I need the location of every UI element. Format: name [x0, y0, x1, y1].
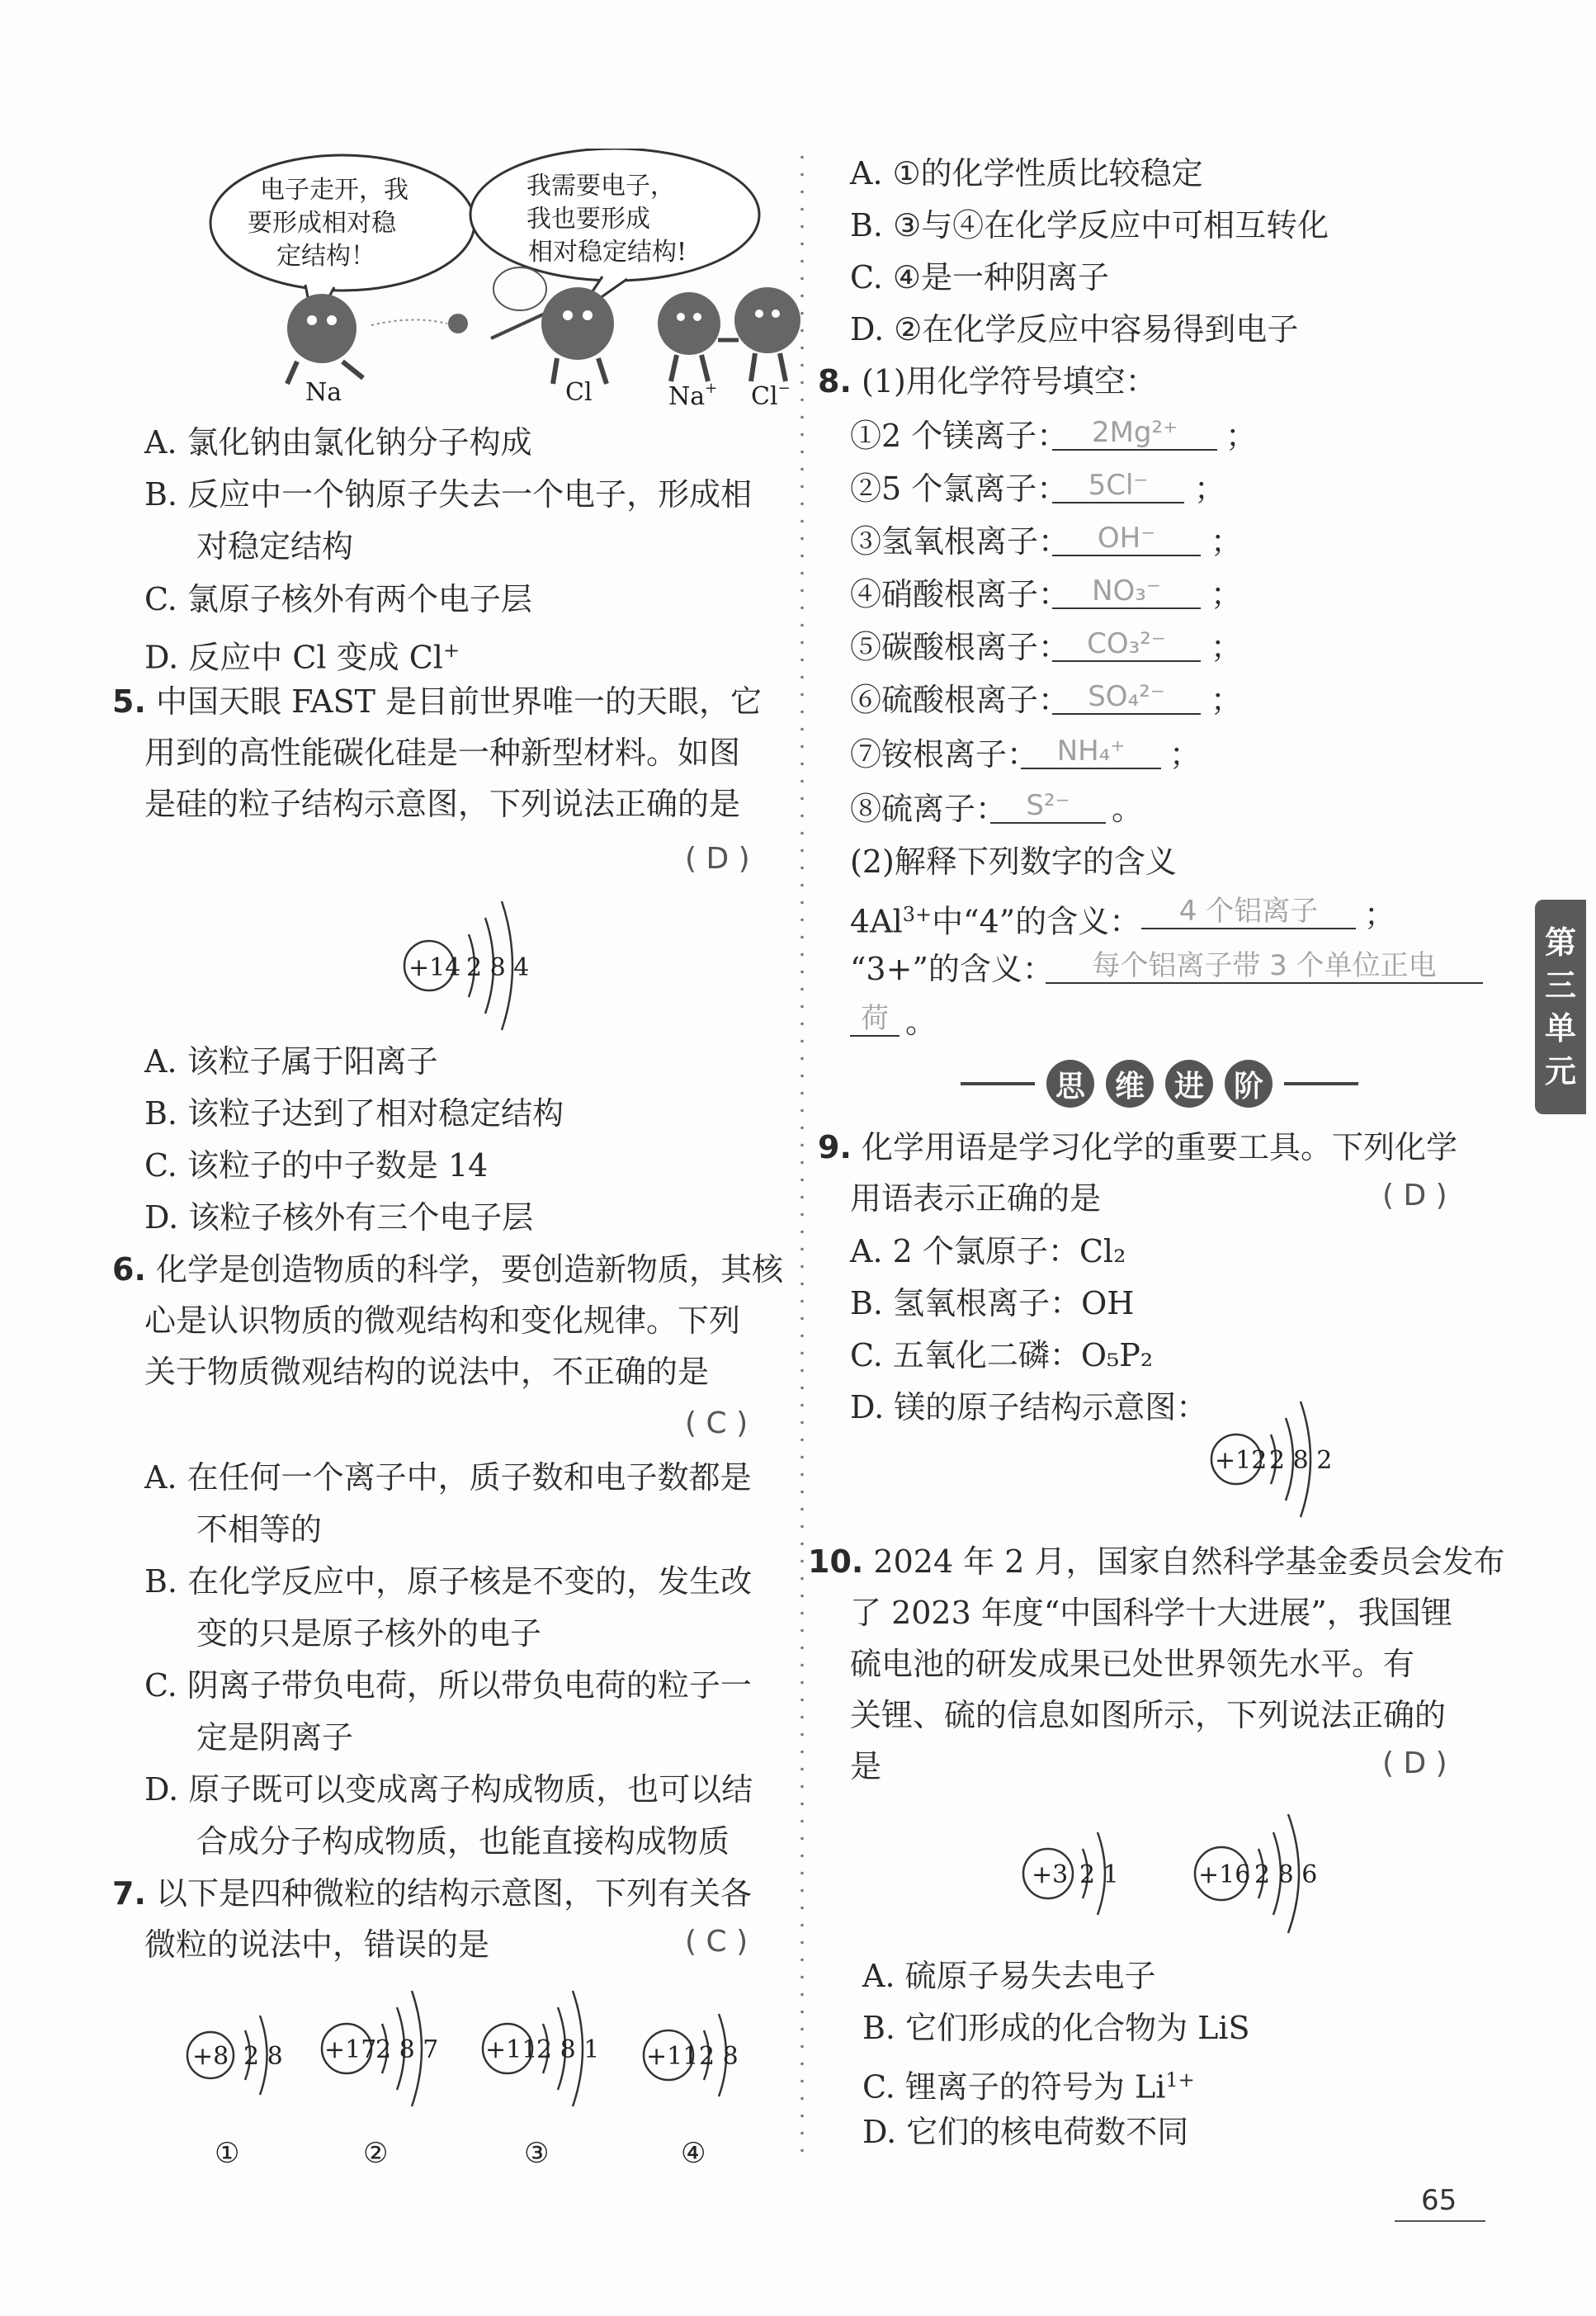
q5-answer: ( D )	[685, 842, 750, 876]
q8-item-4-end: ；	[1211, 576, 1243, 612]
q7-option-b: B. ③与④在化学反应中可相互转化	[850, 207, 1329, 243]
q8-item-8-end: 。	[1112, 791, 1144, 827]
q10-option-d: D. 它们的核电荷数不同	[862, 2114, 1189, 2150]
section-title-char-4: 阶	[1225, 1060, 1273, 1108]
unit-side-tab[interactable]	[1535, 900, 1586, 1114]
bubble-left-line-3: 定结构！	[276, 242, 375, 271]
q7-particle-4-label: ④	[681, 2137, 706, 2170]
unit-tab-char-2: 三	[1544, 967, 1576, 1004]
q5-stem-text-1: 中国天眼 FAST 是目前世界唯一的天眼，它	[155, 683, 763, 720]
q7-option-c: C. ④是一种阴离子	[850, 259, 1109, 295]
q7-particle-4-shells: 2 8	[699, 2042, 739, 2071]
q6-stem-line-3: 关于物质微观结构的说法中，不正确的是	[144, 1354, 710, 1390]
q8-number: 8.	[818, 363, 852, 399]
q8-item-5	[850, 627, 1070, 667]
q8-3plus-end: 。	[905, 1004, 937, 1040]
q8-item-7	[850, 735, 1038, 774]
q5-stem-line-2: 用到的高性能碳化硅是一种新型材料。如图	[144, 735, 741, 771]
q7-number: 7.	[112, 1875, 146, 1912]
q8-4al-sup: 3+	[902, 903, 933, 926]
q7-stem-text-1: 以下是四种微粒的结构示意图，下列有关各	[155, 1875, 752, 1912]
page-number: 65	[1421, 2184, 1457, 2217]
q10-stem-line-4: 关锂、硫的信息如图所示，下列说法正确的	[850, 1697, 1447, 1733]
q7-structure-diagrams	[177, 1973, 829, 2179]
svg-text:Cl−	[751, 380, 791, 411]
q8-item-2-blank[interactable]: 5Cl⁻	[1052, 469, 1184, 503]
q10-answer: ( D )	[1382, 1746, 1447, 1780]
q9-stem-line-2: 用语表示正确的是	[850, 1180, 1102, 1217]
q7-particle-1-shells: 2 8	[243, 2042, 283, 2071]
q8-item-3-label: ③氢氧根离子：	[850, 523, 1070, 560]
q8-3plus-blank-line-2[interactable]: 荷	[850, 1002, 900, 1037]
q9-stem-text-1: 化学用语是学习化学的重要工具。下列化学	[861, 1129, 1457, 1165]
q6-option-b-line-1: B. 在化学反应中，原子核是不变的，发生改	[144, 1563, 753, 1600]
q8-item-3	[850, 522, 1070, 561]
section-title-char-2: 维	[1106, 1060, 1154, 1108]
q8-item-6-blank[interactable]: SO₄²⁻	[1052, 680, 1201, 715]
label-na-ion-sup: +	[705, 380, 718, 397]
q7-particle-2-shells: 2 8 7	[375, 2035, 439, 2064]
q5-stem-line-1	[112, 682, 762, 721]
q9-stem-line-1	[818, 1127, 1457, 1167]
q10-lithium-nucleus: +3	[1032, 1860, 1069, 1889]
q10-stem-line-1	[808, 1542, 1505, 1581]
q5-stem-line-3: 是硅的粒子结构示意图，下列说法正确的是	[144, 786, 741, 822]
q10-option-c	[862, 2060, 1195, 2107]
q6-option-a-line-1: A. 在任何一个离子中，质子数和电子数都是	[144, 1459, 752, 1496]
q10-lithium-shells: 2 1	[1079, 1860, 1119, 1889]
q10-option-c-text: C. 锂离子的符号为 Li	[862, 2068, 1166, 2106]
q9-option-a: A. 2 个氯原子：Cl₂	[850, 1233, 1126, 1269]
q8-item-4-blank[interactable]: NO₃⁻	[1052, 574, 1201, 609]
q8-4al-line	[850, 895, 1140, 942]
bubble-right-line-3: 相对稳定结构!	[528, 238, 687, 267]
q8-part-2: (2)解释下列数字的含义	[850, 844, 1177, 880]
q5-shell-electrons: 2 8 4	[466, 953, 530, 982]
q7-option-a: A. ①的化学性质比较稳定	[850, 155, 1203, 191]
label-cl: Cl	[565, 378, 593, 407]
q8-item-1	[850, 416, 1068, 456]
q10-option-a: A. 硫原子易失去电子	[862, 1958, 1156, 1994]
q7-particle-2-label: ②	[363, 2137, 389, 2170]
q9-option-b: B. 氢氧根离子：OH	[850, 1285, 1135, 1321]
q4-option-c: C. 氯原子核外有两个电子层	[144, 581, 532, 617]
column-divider	[799, 149, 805, 2154]
q8-3plus-blank-line-1[interactable]: 每个铝离子带 3 个单位正电	[1046, 949, 1483, 984]
q4-option-b-line-2: 对稳定结构	[196, 528, 354, 565]
q8-item-2-label: ②5 个氯离子：	[850, 470, 1069, 507]
q8-item-7-end: ；	[1169, 736, 1202, 773]
q9-option-c: C. 五氧化二磷：O₅P₂	[850, 1337, 1154, 1373]
page-number-rule	[1395, 2220, 1485, 2222]
q8-item-6	[850, 680, 1070, 720]
section-title-char-1: 思	[1046, 1060, 1094, 1108]
q8-4al-end: ；	[1364, 896, 1396, 933]
q10-number: 10.	[808, 1543, 864, 1580]
q8-item-8	[850, 789, 1007, 829]
q6-option-c-line-2: 定是阴离子	[196, 1719, 354, 1756]
bubble-left-line-2: 要形成相对稳	[248, 209, 396, 238]
q5-option-c: C. 该粒子的中子数是 14	[144, 1147, 489, 1184]
q8-item-4-label: ④硝酸根离子：	[850, 576, 1070, 612]
q5-option-b: B. 该粒子达到了相对稳定结构	[144, 1095, 564, 1132]
q8-intro-text: (1)用化学符号填空：	[861, 363, 1157, 399]
q6-number: 6.	[112, 1251, 146, 1288]
unit-tab-char-1: 第	[1544, 924, 1576, 961]
label-cl-ion-sup: −	[777, 380, 791, 397]
q7-stem-line-2: 微粒的说法中，错误的是	[144, 1926, 490, 1963]
section-title-bar-left	[961, 1082, 1035, 1085]
q8-3plus-label: “3+”的含义：	[850, 951, 1054, 987]
svg-text:Na+	[668, 380, 717, 411]
q8-item-5-label: ⑤碳酸根离子：	[850, 629, 1070, 665]
q10-structure-diagrams	[1015, 1799, 1362, 1948]
q6-option-c-line-1: C. 阴离子带负电荷，所以带负电荷的粒子一	[144, 1667, 752, 1704]
section-title-bar-right	[1284, 1082, 1358, 1085]
q8-item-6-end: ；	[1211, 682, 1243, 718]
section-title-advanced	[945, 1056, 1374, 1111]
q5-option-d: D. 该粒子核外有三个电子层	[144, 1199, 534, 1236]
q8-item-8-blank[interactable]: S²⁻	[990, 789, 1106, 824]
bubble-left-line-1: 电子走开，我	[260, 176, 408, 205]
q6-option-b-line-2: 变的只是原子核外的电子	[196, 1615, 542, 1652]
q10-sulfur-shells: 2 8 6	[1254, 1860, 1318, 1889]
q7-option-d: D. ②在化学反应中容易得到电子	[850, 311, 1299, 347]
q8-item-7-blank[interactable]: NH₄⁺	[1021, 735, 1161, 769]
q8-4al-blank[interactable]: 4 个铝离子	[1141, 895, 1356, 929]
unit-tab-char-3: 单	[1544, 1010, 1576, 1047]
q8-item-8-label: ⑧硫离子：	[850, 791, 1008, 827]
q9-number: 9.	[818, 1129, 852, 1165]
q9-option-d: D. 镁的原子结构示意图：	[850, 1389, 1208, 1425]
q8-item-3-end: ；	[1211, 523, 1243, 560]
q8-item-1-blank[interactable]: 2Mg²⁺	[1052, 416, 1217, 451]
unit-tab-char-4: 元	[1544, 1053, 1576, 1089]
q6-stem-line-2: 心是认识物质的微观结构和变化规律。下列	[144, 1302, 741, 1339]
cartoon-illustration	[190, 149, 850, 413]
q6-option-d-line-1: D. 原子既可以变成离子构成物质，也可以结	[144, 1771, 753, 1808]
q4-option-d-text: D. 反应中 Cl 变成 Cl	[144, 639, 443, 676]
q8-item-5-end: ；	[1211, 629, 1243, 665]
q8-item-1-label: ①2 个镁离子：	[850, 418, 1069, 454]
q8-item-5-blank[interactable]: CO₃²⁻	[1052, 627, 1201, 662]
section-title-char-3: 进	[1165, 1060, 1213, 1108]
q5-number: 5.	[112, 683, 146, 720]
q6-option-d-line-2: 合成分子构成物质，也能直接构成物质	[196, 1823, 730, 1860]
q10-stem-line-5: 是	[850, 1748, 882, 1784]
q9-magnesium-structure-diagram	[1205, 1387, 1370, 1535]
q6-option-a-line-2: 不相等的	[196, 1511, 323, 1548]
q6-stem-line-1	[112, 1250, 783, 1289]
q8-item-6-label: ⑥硫酸根离子：	[850, 682, 1070, 718]
q10-option-b: B. 它们形成的化合物为 LiS	[862, 2010, 1250, 2046]
q7-particle-1-label: ①	[215, 2137, 240, 2170]
bubble-right-line-1: 我需要电子，	[526, 172, 675, 201]
q10-sulfur-nucleus: +16	[1198, 1860, 1251, 1889]
q8-item-2-end: ；	[1194, 470, 1226, 507]
q7-stem-line-1	[112, 1874, 752, 1913]
label-cl-ion: Cl	[751, 382, 778, 411]
q7-particle-3-nucleus: +11	[485, 2035, 538, 2064]
q5-nucleus-charge: +14	[408, 953, 461, 982]
q10-option-c-sup: 1+	[1165, 2068, 1195, 2091]
label-na: Na	[305, 378, 342, 407]
q7-particle-3-label: ③	[524, 2137, 550, 2170]
q10-stem-line-2: 了 2023 年度“中国科学十大进展”，我国锂	[850, 1595, 1452, 1631]
q9-answer: ( D )	[1382, 1179, 1447, 1212]
q5-option-a: A. 该粒子属于阳离子	[144, 1043, 438, 1080]
bubble-right-line-2: 我也要形成	[526, 205, 650, 234]
q6-answer: ( C )	[685, 1406, 748, 1440]
q8-item-2	[850, 469, 1068, 508]
q7-particle-3-shells: 2 8 1	[536, 2035, 600, 2064]
q7-answer: ( C )	[685, 1925, 748, 1959]
q8-intro	[818, 362, 1157, 401]
q4-option-b-line-1: B. 反应中一个钠原子失去一个电子，形成相	[144, 476, 753, 513]
q8-4al-pre: 4Al	[850, 903, 903, 940]
q9-shell-electrons: 2 8 2	[1269, 1446, 1333, 1475]
q4-option-a: A. 氯化钠由氯化钠分子构成	[144, 424, 532, 461]
q9-nucleus-charge: +12	[1215, 1446, 1268, 1475]
q10-stem-line-3: 硫电池的研发成果已处世界领先水平。有	[850, 1646, 1415, 1682]
q8-item-7-label: ⑦铵根离子：	[850, 736, 1039, 773]
q5-silicon-structure-diagram	[396, 883, 561, 1048]
q8-item-4	[850, 574, 1070, 614]
label-na-ion: Na	[668, 382, 706, 411]
q6-stem-text-1: 化学是创造物质的科学，要创造新物质，其核	[155, 1251, 783, 1288]
q4-option-d-sup: +	[442, 639, 460, 662]
q8-item-1-end: ；	[1225, 418, 1258, 454]
q8-4al-mid: 中“4”的含义：	[932, 903, 1141, 940]
q8-item-3-blank[interactable]: OH⁻	[1052, 522, 1201, 556]
q7-particle-2-nucleus: +17	[324, 2035, 377, 2064]
q7-particle-1-nucleus: +8	[192, 2042, 229, 2071]
q4-option-d	[144, 631, 460, 678]
q7-particle-4-nucleus: +11	[646, 2042, 699, 2071]
q10-stem-text-1: 2024 年 2 月，国家自然科学基金委员会发布	[873, 1543, 1505, 1580]
